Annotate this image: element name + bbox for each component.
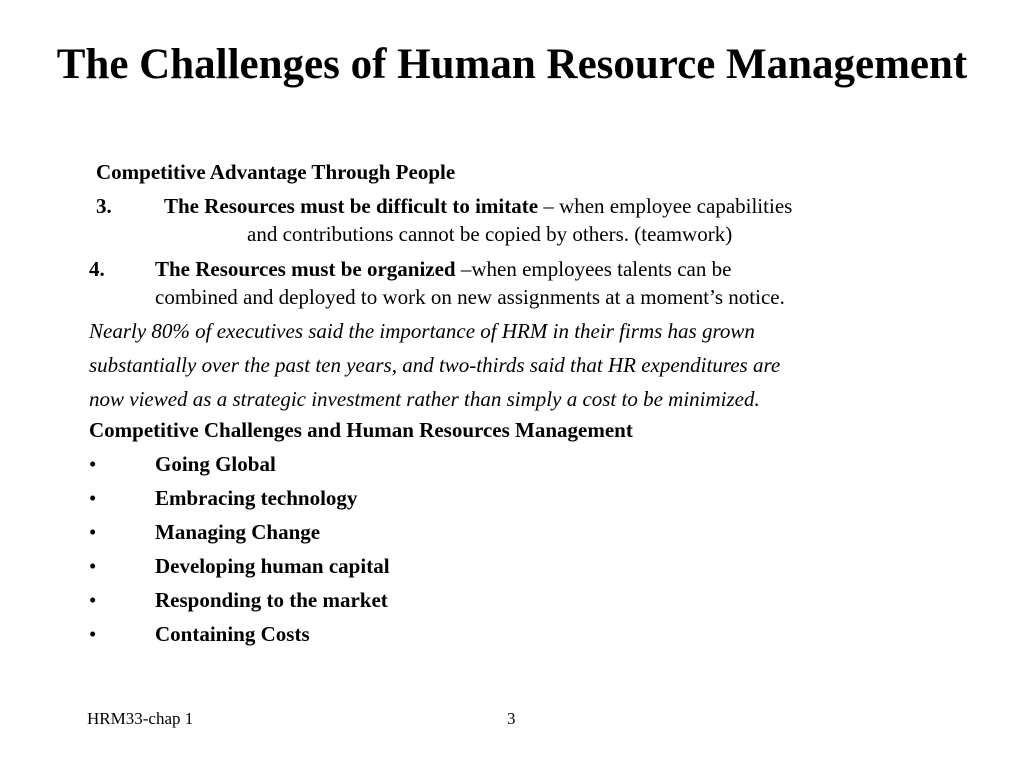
list-item-text: – when employee capabilities <box>538 194 793 218</box>
bullet-marker: • <box>89 554 97 578</box>
page-number: 3 <box>507 709 516 728</box>
challenges-list <box>89 450 789 654</box>
bullet-marker: • <box>89 520 97 544</box>
bullet-item <box>89 484 789 518</box>
bullet-marker: • <box>89 588 97 612</box>
list-item-number: 3. <box>96 194 112 218</box>
slide-title: The Challenges of Human Resource Management <box>56 41 968 88</box>
bullet-marker: • <box>89 452 97 476</box>
quote-line: Nearly 80% of executives said the importance of HRM in their firms has grown <box>89 319 755 343</box>
quote-line: substantially over the past ten years, and two-thirds said that HR expenditures are <box>89 353 781 377</box>
bullet-label: Going Global <box>155 452 276 476</box>
section-heading: Competitive Challenges and Human Resources Management <box>89 418 633 442</box>
bullet-item <box>89 552 789 586</box>
bullet-label: Responding to the market <box>155 588 388 612</box>
list-item-bold-text: The Resources must be difficult to imitate <box>164 194 539 218</box>
list-item-first-line <box>164 192 792 220</box>
bullet-label: Containing Costs <box>155 622 310 646</box>
footer-chapter-label: HRM33-chap 1 <box>87 709 194 728</box>
list-item-continuation: combined and deployed to work on new assignments at a moment’s notice. <box>155 285 785 309</box>
quote-line: now viewed as a strategic investment rather than simply a cost to be minimized. <box>89 387 760 411</box>
list-item-text: –when employees talents can be <box>455 257 732 281</box>
executive-quote <box>89 314 969 416</box>
bullet-label: Embracing technology <box>155 486 358 510</box>
list-item-first-line <box>155 255 731 283</box>
list-item-bold-text: The Resources must be organized <box>155 257 456 281</box>
list-item-number: 4. <box>89 257 105 281</box>
bullet-item <box>89 450 789 484</box>
bullet-label: Managing Change <box>155 520 321 544</box>
bullet-item <box>89 518 789 552</box>
bullet-label: Developing human capital <box>155 554 390 578</box>
bullet-item <box>89 586 789 620</box>
bullet-marker: • <box>89 622 97 646</box>
bullet-item <box>89 620 789 654</box>
bullet-marker: • <box>89 486 97 510</box>
list-item-continuation: and contributions cannot be copied by others. (teamwork) <box>247 222 733 246</box>
subheading: Competitive Advantage Through People <box>96 160 456 184</box>
